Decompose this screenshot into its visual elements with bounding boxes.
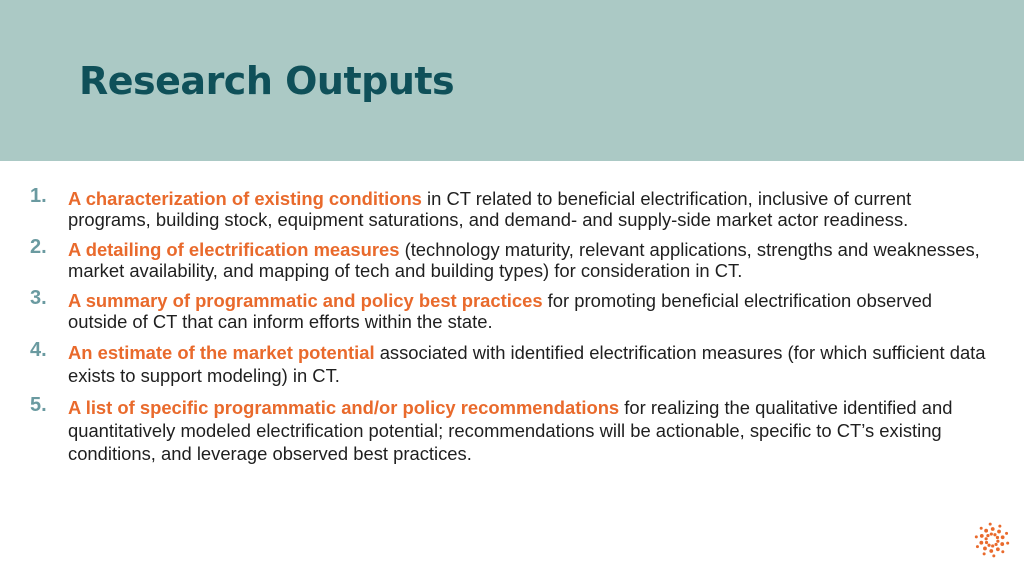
logo-dot <box>994 543 997 546</box>
item-highlight: A characterization of existing conditions <box>68 188 422 209</box>
page-title: Research Outputs <box>79 59 455 103</box>
logo-dot <box>983 547 987 551</box>
item-number: 2. <box>30 236 47 258</box>
output-item-1 <box>30 185 990 230</box>
logo-dot <box>1000 542 1004 546</box>
logo-dot <box>996 547 1000 551</box>
logo-dot <box>992 554 995 557</box>
output-item-5 <box>30 396 990 465</box>
logo-dot <box>993 533 996 536</box>
output-item-4 <box>30 341 990 387</box>
logo-dots <box>975 523 1009 558</box>
header-band <box>0 0 1024 161</box>
item-number: 1. <box>30 185 47 207</box>
logo-dot <box>1005 532 1008 535</box>
item-highlight: A list of specific programmatic and/or policy recommendations <box>68 397 620 418</box>
item-number: 5. <box>30 394 47 416</box>
logo-dot <box>989 549 993 553</box>
logo-dot <box>996 536 999 539</box>
item-text: (technology maturity, relevant applications, strengths and weaknesses, market availability, and mapping of tech and building types) for consideration in CT. <box>68 239 980 281</box>
logo-dot <box>979 541 983 545</box>
item-highlight: A summary of programmatic and policy best practices <box>68 290 543 311</box>
item-highlight: An estimate of the market potential <box>68 342 375 363</box>
logo-dot <box>980 527 983 530</box>
logo-dot <box>980 534 984 538</box>
logo-dot <box>1006 542 1009 545</box>
logo-dot <box>989 523 992 526</box>
item-text: associated with identified electrification measures (for which sufficient data exists to support modeling) in CT. <box>68 342 986 386</box>
logo-dot <box>991 544 994 547</box>
logo-dot <box>1001 550 1004 553</box>
logo-dot <box>985 541 988 544</box>
item-highlight: A detailing of electrification measures <box>68 239 400 260</box>
logo-dot <box>975 535 978 538</box>
starburst-dots-icon <box>972 520 1012 560</box>
item-text: for realizing the qualitative identified and quantitatively modeled electrification potential; recommendations will be actionable, specific to CT’s existing conditions, and leverage observed best practices. <box>68 397 953 464</box>
item-text: in CT related to beneficial electrification, inclusive of current programs, building stock, equipment saturations, and demand- and supply-side market actor readiness. <box>68 188 912 230</box>
logo-dot <box>987 544 990 547</box>
logo-dot <box>986 534 989 537</box>
logo-dot <box>983 552 986 555</box>
logo-dot <box>985 537 988 540</box>
output-item-2 <box>30 236 990 281</box>
output-item-3 <box>30 287 990 332</box>
item-number: 3. <box>30 287 47 309</box>
item-text: for promoting beneficial electrification observed outside of CT that can inform efforts within the state. <box>68 290 933 332</box>
logo-dot <box>991 527 995 531</box>
item-number: 4. <box>30 339 47 361</box>
logo-dot <box>984 529 988 533</box>
logo-dot <box>998 525 1001 528</box>
logo-dot <box>997 530 1001 534</box>
outputs-list <box>30 185 990 474</box>
logo-dot <box>976 545 979 548</box>
logo-dot <box>996 540 999 543</box>
logo-dot <box>1001 535 1005 539</box>
logo-dot <box>990 532 993 535</box>
